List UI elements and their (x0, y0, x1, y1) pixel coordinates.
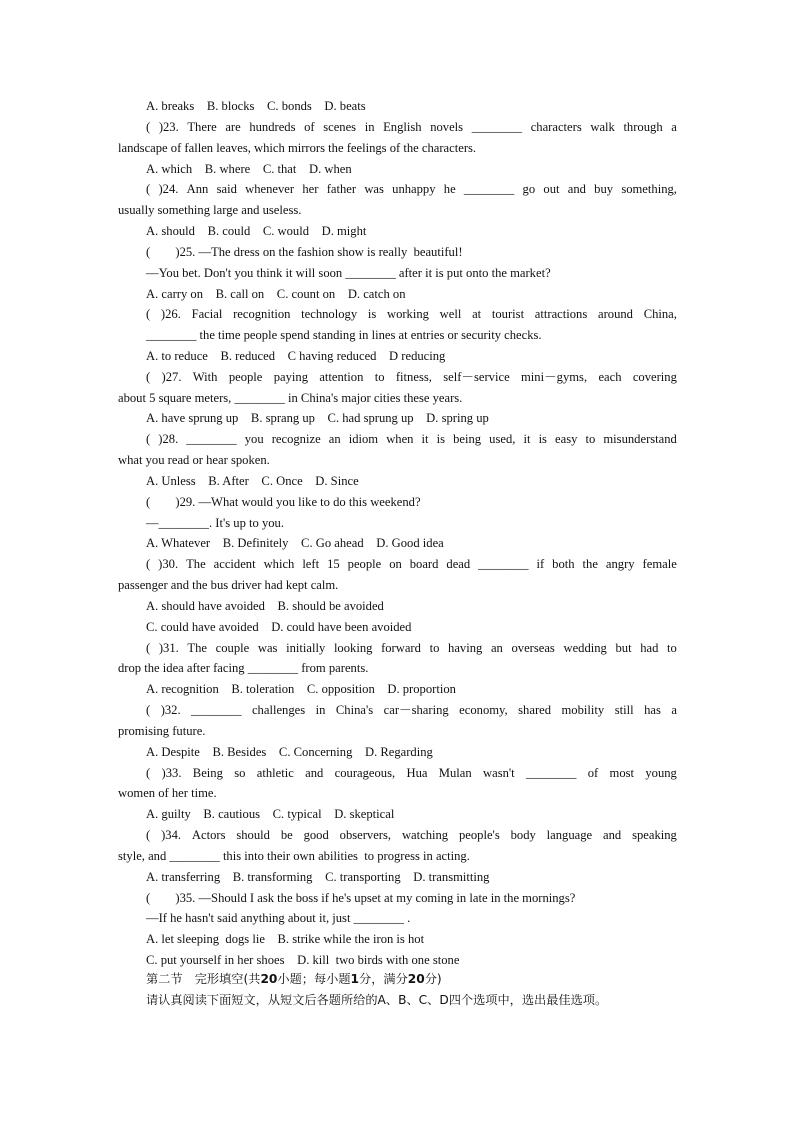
heading-count: 20 (260, 972, 278, 986)
answer-options: C. could have avoided D. could have been avoided (146, 619, 412, 634)
question-continuation: women of her time. (118, 786, 217, 801)
heading-part: 第二节 完形填空(共 (146, 972, 261, 986)
answer-options: A. carry on B. call on C. count on D. catch on (146, 286, 406, 301)
answer-options: A. Despite B. Besides C. Concerning D. Regarding (146, 744, 433, 759)
heading-part: 分) (424, 972, 442, 986)
heading-part: 小题；每小题 (277, 972, 351, 986)
question-line: —If he hasn't said anything about it, just ________ . (146, 911, 411, 926)
answer-options: A. guilty B. cautious C. typical D. skeptical (146, 807, 395, 822)
question-line: ( )30. The accident which left 15 people on board dead ________ if both the angry female (146, 557, 677, 572)
answer-options: A. which B. where C. that D. when (146, 161, 352, 176)
heading-part: 分，满分 (359, 972, 408, 986)
answer-options: A. have sprung up B. sprang up C. had sprung up D. spring up (146, 411, 489, 426)
question-continuation: landscape of fallen leaves, which mirrors the feelings of the characters. (118, 140, 477, 155)
question-continuation: passenger and the bus driver had kept calm. (118, 578, 339, 593)
heading-score: 1 (350, 972, 360, 986)
heading-total: 20 (407, 972, 425, 986)
question-line: ( )24. Ann said whenever her father was unhappy he ________ go out and buy something, (146, 182, 677, 197)
answer-options: A. Whatever B. Definitely C. Go ahead D. Good idea (146, 536, 444, 551)
question-line: ( )25. —The dress on the fashion show is really beautiful! (146, 244, 463, 259)
question-continuation: what you read or hear spoken. (118, 453, 270, 468)
question-line: ( )28. ________ you recognize an idiom when it is being used, it is easy to misunderstand (146, 432, 677, 447)
section-heading (146, 971, 442, 987)
answer-options: A. transferring B. transforming C. transporting D. transmitting (146, 869, 490, 884)
question-line: ________ the time people spend standing in lines at entries or security checks. (146, 328, 542, 343)
question-continuation: about 5 square meters, ________ in China's major cities these years. (118, 390, 463, 405)
question-line: ( )32. ________ challenges in China's car－sharing economy, shared mobility still has a (146, 703, 677, 718)
answer-options: A. breaks B. blocks C. bonds D. beats (146, 99, 366, 113)
question-line: —________. It's up to you. (146, 515, 285, 530)
question-line: ( )33. Being so athletic and courageous, Hua Mulan wasn't ________ of most young (146, 765, 677, 780)
section-instruction: 请认真阅读下面短文，从短文后各题所给的A、B、C、D四个选项中，选出最佳选项。 (146, 993, 608, 1007)
question-line: ( )29. —What would you like to do this weekend? (146, 494, 421, 509)
question-line: ( )26. Facial recognition technology is working well at tourist attractions around China, (146, 307, 677, 322)
question-line: ( )31. The couple was initially looking forward to having an overseas wedding but had to (146, 640, 677, 655)
answer-options: A. Unless B. After C. Once D. Since (146, 473, 359, 488)
question-line: ( )35. —Should I ask the boss if he's upset at my coming in late in the mornings? (146, 890, 576, 905)
question-line: —You bet. Don't you think it will soon ________ after it is put onto the market? (146, 265, 551, 280)
question-continuation: drop the idea after facing ________ from parents. (118, 661, 369, 676)
question-continuation: style, and ________ this into their own abilities to progress in acting. (118, 848, 470, 863)
question-continuation: promising future. (118, 723, 206, 738)
answer-options: C. put yourself in her shoes D. kill two birds with one stone (146, 953, 460, 967)
answer-options: A. to reduce B. reduced C having reduced D reducing (146, 349, 446, 363)
answer-options: A. should B. could C. would D. might (146, 224, 367, 238)
answer-options: A. should have avoided B. should be avoided (146, 598, 384, 613)
answer-options: A. let sleeping dogs lie B. strike while the iron is hot (146, 932, 425, 947)
question-line: ( )27. With people paying attention to fitness, self－service mini－gyms, each covering (146, 369, 677, 384)
answer-options: A. recognition B. toleration C. opposition D. proportion (146, 682, 456, 697)
question-line: ( )34. Actors should be good observers, watching people's body language and speaking (146, 828, 677, 842)
question-continuation: usually something large and useless. (118, 203, 302, 218)
question-line: ( )23. There are hundreds of scenes in English novels ________ characters walk through a (146, 119, 677, 134)
